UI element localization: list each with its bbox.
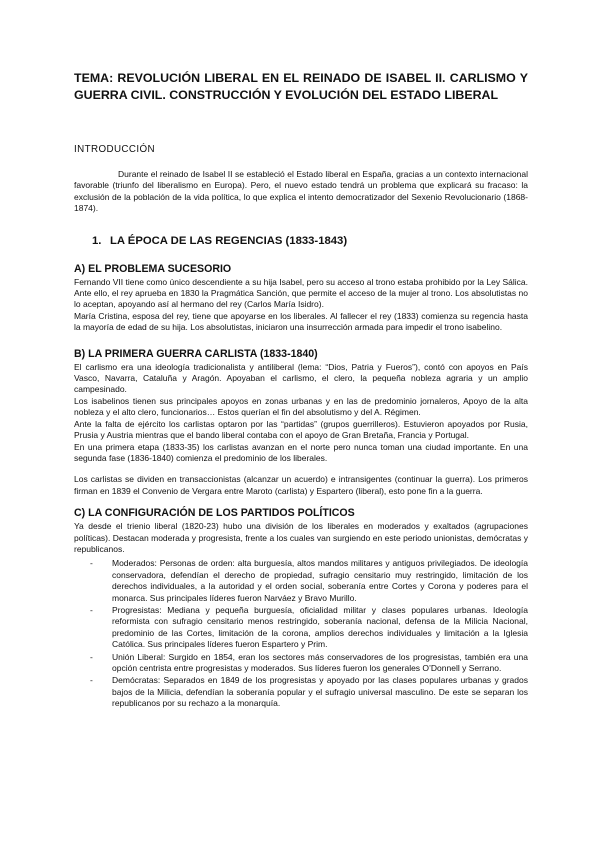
list-bullet: - [90,675,93,686]
section-1-title: LA ÉPOCA DE LAS REGENCIAS (1833-1843) [110,234,348,247]
list-item [90,605,528,651]
list-item [90,652,528,675]
list-item [90,558,528,604]
paragraph: En una primera etapa (1833-35) los carlistas avanzan en el norte pero nunca toman una ciudad importante. En una segunda fase (1836-1840) comienza el predominio de los liberales. [74,441,528,463]
paragraph: Ante la falta de ejército los carlistas optaron por las “partidas” (grupos guerrilleros). Estuvieron apoyados por Rusia, Prusia y Austria mientras que el bando liberal contaba con el apoyo de Gran Bretaña, Francia y Portugal. [74,418,528,441]
intro-heading: INTRODUCCIÓN [74,144,155,155]
list-item-text: Demócratas: Separados en 1849 de los progresistas y apoyado por las clases populares urbanas y grados bajos de la Milicia, defendían la soberanía popular y el sufragio universal masculino. De este se separan los republicanos por su rechazo a la monarquía. [112,675,528,709]
party-list [74,558,528,709]
paragraph: Ya desde el trienio liberal (1820-23) hubo una división de los liberales en moderados y exaltados (agrupaciones políticas). Destacan moderada y progresista, frente a los cuales van surgiendo en este periodo unionistas, demócratas y republicanos. [74,521,528,554]
paragraph: Fernando VII tiene como único descendiente a su hija Isabel, pero su acceso al trono estaba prohibido por la Ley Sálica. Ante ello, el rey aprueba en 1830 la Pragmática Sanción, que permite el acceso de la mujer al trono. Los absolutistas no lo aceptan, apoyando así al hermano del rey (Carlos María Isidro). [74,276,528,310]
subsection-c-heading: C) LA CONFIGURACIÓN DE LOS PARTIDOS POLÍTICOS [74,507,355,520]
paragraph: El carlismo era una ideología tradicionalista y antiliberal (lema: “Dios, Patria y Fueros”), contó con apoyos en País Vasco, Navarra, Cataluña y Aragón. Apoyaban el carlismo, el clero, la pequeña nobleza agraria y un amplio campesinado. [74,361,528,395]
list-bullet: - [90,651,93,662]
section-1-heading [92,235,528,247]
list-item-text: Moderados: Personas de orden: alta burguesía, altos mandos militares y antiguos privilegiados. De ideología conservadora, defendían el derecho de propiedad, sufragio censitario muy restringido, limitación de los derechos individuales, a la autoridad y el orden social, soberanía entre Cortes y Corona y poderes para el monarca. Sus principales líderes fueron Narváez y Bravo Murillo. [112,558,528,603]
intro-paragraph: Durante el reinado de Isabel II se estableció el Estado liberal en España, gracias a un contexto internacional favorable (triunfo del liberalismo en Europa). Pero, el nuevo estado tendrá un problema que explicará su fracaso: la exclusión de la población de la vida política, lo que explica el intento democratizador del Sexenio Revolucionario (1868-1874). [74,169,528,214]
paragraph: Los isabelinos tienen sus principales apoyos en zonas urbanas y en las de predominio jornaleros, Apoyo de la alta nobleza y el alto clero, funcionarios… Estos querían el fin del absolutismo y del A. Régimen. [74,395,528,418]
spacer [74,464,528,474]
list-bullet: - [90,558,93,569]
paragraph: Los carlistas se dividen en transaccionistas (alcanzar un acuerdo) e intransigentes (continuar la guerra). Los primeros firman en 1839 el Convenio de Vergara entre Maroto (carlista) y Espartero (liberal), esto pone fin a la guerra. [74,474,528,496]
list-item [90,675,528,709]
document-title: TEMA: REVOLUCIÓN LIBERAL EN EL REINADO DE ISABEL II. CARLISMO Y GUERRA CIVIL. CONSTRUCCIÓN Y EVOLUCIÓN DEL ESTADO LIBERAL [74,71,528,102]
list-item-text: Unión Liberal: Surgido en 1854, eran los sectores más conservadores de los progresistas, también era una opción centrista entre progresistas y moderados. Sus líderes fueron los generales O’Donnell y Serrano. [112,651,528,673]
subsection-a-heading: A) EL PROBLEMA SUCESORIO [74,262,232,275]
paragraph: María Cristina, esposa del rey, tiene que apoyarse en los liberales. Al fallecer el rey (1833) comienza su regencia hasta la mayoría de edad de su hija. Los absolutistas, iniciaron una insurrección armada para impedir el trono isabelino. [74,310,528,333]
section-1-number: 1. [92,234,102,247]
list-bullet: - [90,604,93,615]
subsection-b-heading: B) LA PRIMERA GUERRA CARLISTA (1833-1840) [74,347,318,360]
list-item-text: Progresistas: Mediana y pequeña burguesía, oficialidad militar y clases populares urbanas. Ideología reformista con sufragio censitario menos restringido, soberanía nacional, defensa de la Milicia Nacional, predominio de las Cortes, limitación de la corona, amplios derechos individuales y limitación a la Iglesia Católica. Sus principales líderes fueron Espartero y Prim. [112,604,528,650]
